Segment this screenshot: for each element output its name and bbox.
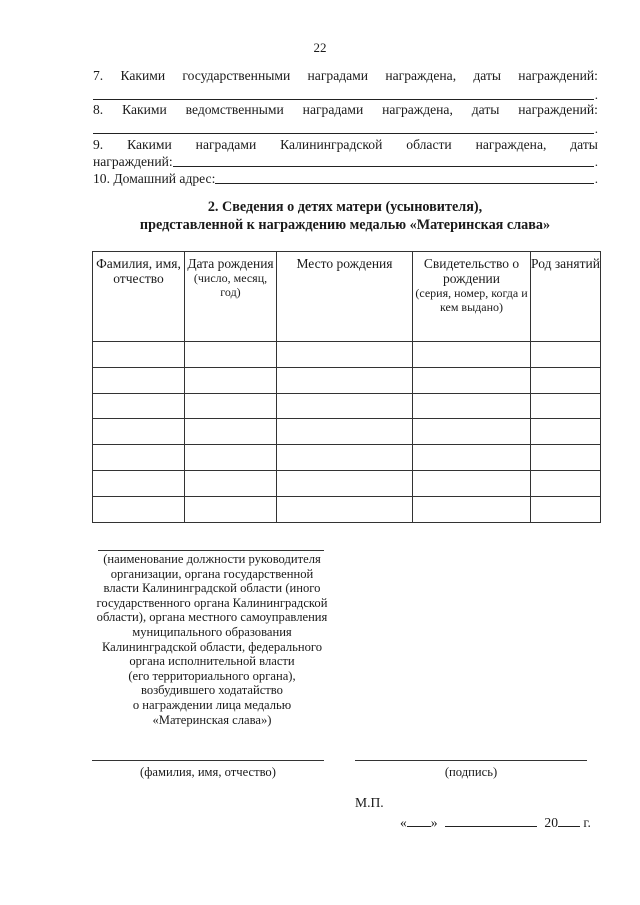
stamp-label: М.П. (355, 795, 384, 810)
question-7: 7. Какими государственными наградами награждена, даты награждений: . (93, 68, 598, 102)
table-cell[interactable] (185, 496, 277, 522)
question-word: даты (473, 68, 502, 83)
organization-caption (86, 552, 338, 727)
column-header: Род занятий (531, 252, 601, 342)
column-header: Фамилия, имя, отчество (93, 252, 185, 342)
question-9-text (93, 136, 598, 153)
table-cell[interactable] (93, 445, 185, 471)
table-cell[interactable] (93, 419, 185, 445)
table-cell[interactable] (185, 393, 277, 419)
organization-caption-line: о награждении лица медалью (132, 697, 292, 712)
question-9-answer-field[interactable] (173, 154, 594, 167)
signature-line[interactable] (355, 760, 587, 761)
table-cell[interactable] (277, 419, 413, 445)
full-name-caption: (фамилия, имя, отчество) (140, 765, 276, 779)
full-name-line[interactable] (92, 760, 324, 761)
organization-caption-line: организации, органа государственной (110, 566, 314, 581)
home-address-field[interactable] (215, 171, 593, 184)
organization-caption-line: «Материнская слава») (152, 712, 272, 727)
table-header-row (93, 252, 601, 342)
table-cell[interactable] (413, 419, 531, 445)
question-word: государственными (182, 68, 291, 83)
table-cell[interactable] (277, 470, 413, 496)
date-line: « » 20 г. (400, 815, 591, 830)
organization-caption-line: области), органа местного самоуправления (96, 610, 328, 625)
table-cell[interactable] (277, 496, 413, 522)
column-header: Дата рождения (число, месяц, год) (185, 252, 277, 342)
table-cell[interactable] (413, 445, 531, 471)
organization-signature-line[interactable] (98, 550, 324, 551)
table-cell[interactable] (93, 393, 185, 419)
table-cell[interactable] (277, 367, 413, 393)
question-word: 9. (93, 137, 104, 152)
question-10: 10. Домашний адрес: . (93, 171, 598, 186)
table-cell[interactable] (185, 445, 277, 471)
question-10-text: 10. Домашний адрес: (93, 171, 216, 186)
organization-caption-line: власти Калининградской области (иного (103, 581, 321, 596)
question-word: Какими (127, 137, 172, 152)
table-row (93, 393, 601, 419)
question-word: 8. (93, 102, 104, 117)
table-cell[interactable] (531, 470, 601, 496)
children-table (92, 251, 601, 523)
question-word: наградами (307, 68, 369, 83)
table-cell[interactable] (185, 419, 277, 445)
question-word: Какими (122, 102, 167, 117)
organization-caption-line: Калининградской области, федерального (101, 639, 323, 654)
question-8-text (93, 101, 598, 118)
table-row (93, 342, 601, 368)
question-word: Какими (120, 68, 166, 83)
table-cell[interactable] (413, 342, 531, 368)
organization-caption-line: муниципального образования (132, 624, 292, 639)
table-cell[interactable] (277, 342, 413, 368)
column-header: Свидетельство о рождении (серия, номер, когда и кем выдано) (413, 252, 531, 342)
page-number: 22 (313, 40, 327, 55)
table-cell[interactable] (185, 367, 277, 393)
table-cell[interactable] (531, 445, 601, 471)
table-cell[interactable] (531, 496, 601, 522)
table-cell[interactable] (93, 496, 185, 522)
table-cell[interactable] (93, 470, 185, 496)
organization-caption-line: возбудившего ходатайство (141, 683, 283, 698)
table-cell[interactable] (413, 393, 531, 419)
question-7-text (93, 67, 598, 84)
question-7-answer-field[interactable] (93, 87, 594, 100)
question-word: 7. (93, 68, 104, 83)
question-8: 8. Какими ведомственными наградами награждена, даты награждений: . (93, 102, 598, 136)
table-cell[interactable] (531, 342, 601, 368)
table-cell[interactable] (93, 342, 185, 368)
month-field[interactable] (445, 814, 537, 827)
table-cell[interactable] (185, 470, 277, 496)
question-9: 9. Какими наградами Калининградской области награждена, даты награждений: . (93, 137, 598, 169)
organization-caption-line: (наименование должности руководителя (103, 552, 321, 566)
table-cell[interactable] (531, 419, 601, 445)
question-word: даты (570, 137, 598, 152)
question-word: наградами (302, 102, 364, 117)
question-word: Калининградской (280, 137, 383, 152)
question-word: награждений: (518, 102, 598, 117)
organization-caption-line: (его территориального органа), (128, 668, 296, 683)
column-header: Место рождения (277, 252, 413, 342)
question-word: ведомственными (185, 102, 284, 117)
section-title: 2. Сведения о детях матери (усыновителя), представленной к награждению медалью «Материнская слава» (139, 199, 551, 233)
year-field[interactable] (558, 814, 580, 827)
table-cell[interactable] (277, 445, 413, 471)
table-cell[interactable] (413, 470, 531, 496)
question-word: наградами (195, 137, 257, 152)
question-8-answer-field[interactable] (93, 121, 594, 134)
table-cell[interactable] (413, 496, 531, 522)
organization-caption-line: государственного органа Калининградской (96, 595, 328, 610)
table-body (93, 342, 601, 523)
question-word: даты (471, 102, 500, 117)
signature-caption: (подпись) (444, 765, 498, 779)
question-word: награждена, (382, 102, 453, 117)
table-row (93, 367, 601, 393)
question-word: награждена, (475, 137, 547, 152)
question-word: награждена, (385, 68, 457, 83)
organization-caption-line: органа исполнительной власти (129, 654, 295, 669)
table-cell[interactable] (413, 367, 531, 393)
day-field[interactable] (407, 814, 431, 827)
table-row (93, 419, 601, 445)
question-word: области (406, 137, 452, 152)
table-cell[interactable] (531, 367, 601, 393)
table-row (93, 470, 601, 496)
table-row (93, 496, 601, 522)
table-cell[interactable] (93, 367, 185, 393)
table-cell[interactable] (531, 393, 601, 419)
question-9-continuation: награждений: (93, 154, 173, 169)
table-row (93, 445, 601, 471)
table-cell[interactable] (277, 393, 413, 419)
question-word: награждений: (518, 68, 598, 83)
table-cell[interactable] (185, 342, 277, 368)
